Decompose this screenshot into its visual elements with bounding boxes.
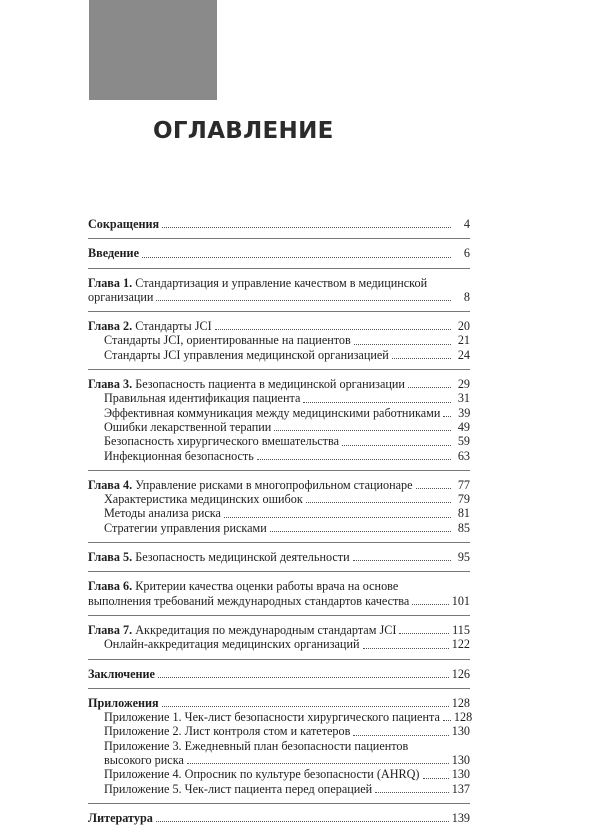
dot-leader [257,459,451,460]
dot-leader [375,792,449,793]
dot-leader [156,821,449,822]
dot-leader [399,633,449,634]
toc-entry-chapter-7[interactable]: Глава 7. Аккредитация по международным стандартам JCI 115 [88,622,470,637]
toc-subentry[interactable]: Эффективная коммуникация между медицинскими работниками 39 [104,405,471,420]
dot-leader [306,502,451,503]
toc-entry-chapter-5[interactable]: Глава 5. Безопасность медицинской деятельности 95 [88,550,470,565]
decorative-gray-block [89,0,217,100]
dot-leader [156,300,451,301]
dot-leader [443,720,451,721]
toc-entry-chapter-6-cont[interactable]: выполнения требований международных стандартов качества 101 [88,593,470,608]
toc-subentry-cont[interactable]: высокого риска 130 [104,753,470,768]
separator [88,803,470,804]
dot-leader [187,763,449,764]
dot-leader [416,488,451,489]
toc-subentry[interactable]: Онлайн-аккредитация медицинских организаций 122 [104,637,470,652]
dot-leader [363,648,449,649]
separator [88,542,470,543]
toc-entry-appendices[interactable]: Приложения 128 [88,695,470,710]
dot-leader [412,604,448,605]
toc-subentry[interactable]: Приложение 2. Лист контроля стом и катетеров 130 [104,724,470,739]
toc-subentry[interactable]: Приложение 3. Ежедневный план безопасности пациентов [104,738,409,753]
toc-entry-chapter-4[interactable]: Глава 4. Управление рисками в многопрофильном стационаре 77 [88,477,470,492]
dot-leader [354,344,451,345]
dot-leader [423,778,449,779]
toc-entry-chapter-1[interactable]: Глава 1. Стандартизация и управление качеством в медицинской [88,275,428,290]
toc-entry-chapter-3[interactable]: Глава 3. Безопасность пациента в медицинской организации 29 [88,377,470,392]
separator [88,268,470,269]
toc-entry-conclusion[interactable]: Заключение 126 [88,666,470,681]
dot-leader [274,430,451,431]
toc-subentry[interactable]: Приложение 5. Чек-лист пациента перед операцией 137 [104,781,470,796]
dot-leader [158,677,449,678]
toc-entry-abbreviations[interactable]: Сокращения 4 [88,217,470,231]
toc-subentry[interactable]: Инфекционная безопасность 63 [104,448,470,463]
separator [88,470,470,471]
page-title: ОГЛАВЛЕНИЕ [153,118,334,144]
toc-entry-intro[interactable]: Введение 6 [88,246,470,261]
dot-leader [353,560,451,561]
toc-subentry[interactable]: Методы анализа риска 81 [104,506,470,521]
dot-leader [342,445,451,446]
dot-leader [270,531,451,532]
dot-leader [142,257,451,258]
toc-entry-chapter-1-cont[interactable]: организации 8 [88,289,470,304]
toc-entry-literature[interactable]: Литература 139 [88,810,470,825]
dot-leader [443,416,451,417]
dot-leader [224,517,451,518]
toc-subentry[interactable]: Характеристика медицинских ошибок 79 [104,492,470,507]
separator [88,615,470,616]
dot-leader [353,735,448,736]
toc-subentry[interactable]: Безопасность хирургического вмешательства 59 [104,434,470,449]
dot-leader [408,387,451,388]
separator [88,659,470,660]
separator [88,688,470,689]
toc-subentry[interactable]: Приложение 4. Опросник по культуре безопасности (AHRQ) 130 [104,767,470,782]
dot-leader [162,706,449,707]
dot-leader [215,329,451,330]
separator [88,238,470,239]
toc-entry-chapter-2[interactable]: Глава 2. Стандарты JCI 20 [88,319,470,334]
dot-leader [162,227,451,228]
separator [88,311,470,312]
toc-subentry[interactable]: Ошибки лекарственной терапии 49 [104,419,470,434]
toc-subentry[interactable]: Стандарты JCI, ориентированные на пациентов 21 [104,333,470,348]
toc-entry-chapter-6[interactable]: Глава 6. Критерии качества оценки работы врача на основе [88,579,399,594]
toc-subentry[interactable]: Стандарты JCI управления медицинской организацией 24 [104,347,470,362]
toc-subentry[interactable]: Стратегии управления рисками 85 [104,520,470,535]
separator [88,369,470,370]
toc-subentry[interactable]: Правильная идентификация пациента 31 [104,391,470,406]
table-of-contents [88,217,473,825]
toc-subentry[interactable]: Приложение 1. Чек-лист безопасности хирургического пациента 128 [104,710,473,725]
dot-leader [303,402,451,403]
separator [88,571,470,572]
dot-leader [392,358,451,359]
